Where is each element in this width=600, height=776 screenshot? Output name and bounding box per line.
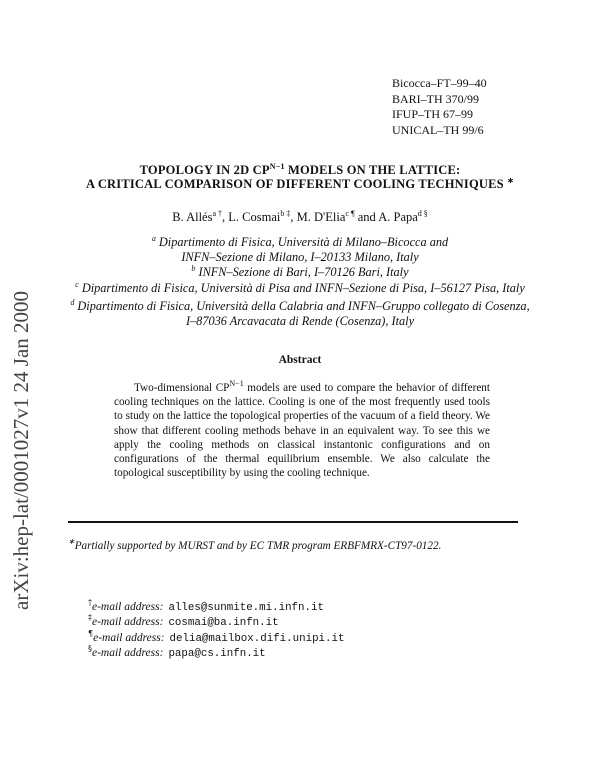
affiliation-text: I–87036 Arcavacata di Rende (Cosenza), Italy <box>185 314 415 328</box>
email-address: cosmai@ba.infn.it <box>168 617 279 630</box>
title-prefix: TOPOLOGY IN 2D CP <box>139 163 270 177</box>
email-footnote <box>88 599 344 614</box>
email-label: e-mail address: <box>92 646 164 659</box>
footnote-mark: ∗ <box>68 537 75 546</box>
abstract-body <box>114 381 490 480</box>
abstract-superscript: N−1 <box>229 379 244 388</box>
email-mark: ¶ <box>88 628 94 638</box>
footnote-divider <box>68 521 518 523</box>
affiliation-mark: c <box>75 280 79 289</box>
preprint-numbers <box>392 76 487 138</box>
email-address: delia@mailbox.difi.unipi.it <box>169 632 345 645</box>
affiliation-d-line1 <box>0 299 600 314</box>
author-marks: d § <box>417 209 428 218</box>
email-mark: § <box>88 643 92 653</box>
affiliation-c <box>0 281 600 296</box>
preprint-number: BARI–TH 370/99 <box>392 91 479 106</box>
author-marks: a † <box>212 209 223 218</box>
affiliation-text: Dipartimento di Fisica, Università di Pisa and INFN–Sezione di Pisa, I–56127 Pisa, Italy <box>81 281 525 295</box>
paper-title-line2 <box>40 177 560 192</box>
affiliation-mark: b <box>191 264 196 273</box>
author-marks: c ¶ <box>345 209 355 218</box>
affiliation-mark: a <box>151 234 156 243</box>
paper-title-line1 <box>40 163 560 178</box>
title-suffix: MODELS ON THE LATTICE: <box>284 163 461 177</box>
affiliation-b <box>0 265 600 280</box>
abstract-heading: Abstract <box>278 354 322 366</box>
affiliation-text: INFN–Sezione di Milano, I–20133 Milano, Italy <box>181 250 419 264</box>
author-marks: b ‡ <box>280 209 291 218</box>
email-address: papa@cs.infn.it <box>168 647 266 660</box>
email-footnotes <box>88 599 344 660</box>
affiliation-text: Dipartimento di Fisica, Università di Milano–Bicocca and <box>158 235 449 249</box>
author-name: A. Papa <box>378 210 418 224</box>
email-address: alles@sunmite.mi.infn.it <box>168 602 324 614</box>
affiliation-d-line2 <box>0 314 600 329</box>
email-mark: ‡ <box>88 613 92 623</box>
affiliation-text: INFN–Sezione di Bari, I–70126 Bari, Italy <box>198 265 409 279</box>
email-footnote <box>88 630 344 645</box>
email-footnote <box>88 614 344 629</box>
footnote-text: Partially supported by MURST and by EC TMR program ERBFMRX-CT97-0122. <box>74 540 442 552</box>
author-name: B. Allés <box>172 210 213 224</box>
email-label: e-mail address: <box>93 631 165 644</box>
email-footnote <box>88 645 344 660</box>
funding-footnote <box>68 537 442 552</box>
preprint-number: Bicocca–FT–99–40 <box>392 76 487 90</box>
affiliation-text: Dipartimento di Fisica, Università della Calabria and INFN–Gruppo collegato di Cosenza, <box>77 299 530 313</box>
author-name: L. Cosmai <box>228 210 281 224</box>
email-mark: † <box>88 598 92 607</box>
preprint-number: IFUP–TH 67–99 <box>392 107 474 121</box>
affiliation-mark: d <box>70 298 75 307</box>
affiliation-a-line2 <box>0 250 600 265</box>
email-label: e-mail address: <box>92 601 164 613</box>
affiliation-a-line1 <box>0 235 600 250</box>
author-list: B. Allés$^{a \dagger}$, L. Cosmai$^{b \ddagger}$, M. D'Elia$^{c \P}$ and A. Papa$^{d \S}$ <box>172 209 428 224</box>
author-name: M. D'Elia <box>296 210 346 224</box>
abstract-text-post: models are used to compare the behavior of different cooling techniques on the lattice. Cooling is one of the most frequently used tools to study on the lattice the topological properties of the vacuum of a field theory. We show that different cooling methods behave in an equivalent way. To see this we apply the cooling methods on classical instantonic configurations and on configurations of the thermal equilibrium ensemble. We also calculate the topological susceptibility by using the cooling technique. <box>114 382 490 480</box>
abstract-text-pre: Two-dimensional CP <box>134 382 230 394</box>
title-superscript: N−1 <box>269 162 285 171</box>
title-line2-text: A CRITICAL COMPARISON OF DIFFERENT COOLING TECHNIQUES <box>85 177 504 191</box>
title-footnote-mark: ∗ <box>507 176 515 185</box>
email-label: e-mail address: <box>92 616 164 629</box>
preprint-number: UNICAL–TH 99/6 <box>392 122 484 137</box>
arxiv-identifier: arXiv:hep-lat/0001027v1 24 Jan 2000 <box>9 290 33 610</box>
